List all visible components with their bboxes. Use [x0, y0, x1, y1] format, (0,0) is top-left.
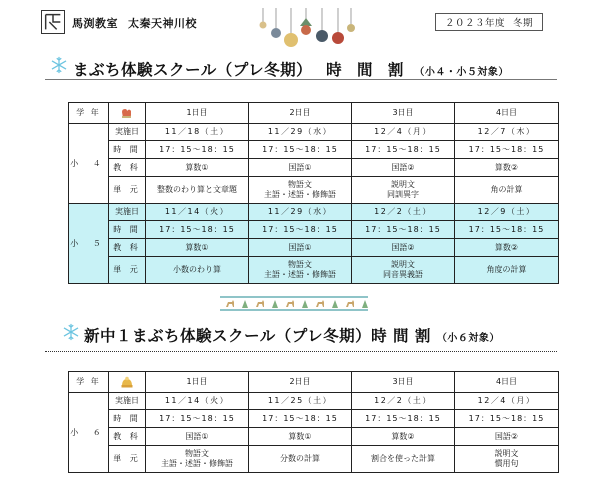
time-cell: 17：15～18：15	[249, 221, 352, 239]
unit-line: 主語・述語・修飾語	[264, 190, 336, 199]
unit-cell	[352, 257, 455, 284]
unit-line: 主語・述語・修飾語	[264, 270, 336, 279]
date-cell: 12／2（土）	[352, 204, 455, 221]
time-cell: 17：15～18：15	[352, 141, 455, 159]
subject-cell: 算数②	[352, 428, 455, 446]
section2-subtitle: （小６対象）	[436, 333, 500, 344]
row-label-time: 時 間	[109, 221, 146, 239]
school-name	[72, 15, 197, 31]
date-cell: 11／14（火）	[146, 204, 249, 221]
section1-title	[73, 58, 509, 80]
row-label-time: 時 間	[109, 410, 146, 428]
unit-line: 割合を使った計算	[371, 454, 435, 463]
time-cell: 17：15～18：15	[455, 410, 559, 428]
row-label-date: 実施日	[109, 124, 146, 141]
unit-line: 同訓異字	[387, 190, 419, 199]
row-label-subject: 教 科	[109, 239, 146, 257]
time-cell: 17：15～18：15	[146, 221, 249, 239]
date-cell: 11／18（土）	[146, 124, 249, 141]
reindeer-border-icon	[220, 296, 368, 311]
row-label-unit: 単 元	[109, 177, 146, 204]
subject-cell: 国語②	[352, 239, 455, 257]
header-day4: 4日目	[455, 103, 559, 124]
section2-title	[84, 324, 500, 346]
table-row	[69, 410, 559, 428]
table-header-row	[69, 103, 559, 124]
unit-cell	[146, 177, 249, 204]
row-label-time: 時 間	[109, 141, 146, 159]
header-day1: 1日目	[146, 103, 249, 124]
table-row	[69, 124, 559, 141]
grade-cell: 小 ５	[69, 204, 109, 284]
mabuchi-logo-icon	[41, 10, 65, 34]
unit-line: 物語文	[185, 449, 209, 458]
unit-cell	[249, 257, 352, 284]
time-cell: 17：15～18：15	[249, 141, 352, 159]
header-day2: 2日目	[249, 103, 352, 124]
subject-cell: 算数②	[455, 159, 559, 177]
season-label: 冬期	[513, 18, 534, 29]
unit-line: 角の計算	[490, 185, 523, 194]
table-row	[69, 141, 559, 159]
row-label-subject: 教 科	[109, 159, 146, 177]
header-day3: 3日目	[352, 372, 455, 393]
unit-line: 整数のわり算と文章題	[157, 185, 237, 194]
header-day2: 2日目	[249, 372, 352, 393]
table-row	[69, 221, 559, 239]
row-label-date: 実施日	[109, 204, 146, 221]
table-header-row	[69, 372, 559, 393]
unit-cell	[249, 446, 352, 473]
unit-line: 小数のわり算	[173, 265, 221, 274]
unit-line: 説明文	[494, 449, 519, 458]
date-cell: 11／29（水）	[249, 204, 352, 221]
table-row	[69, 428, 559, 446]
row-label-date: 実施日	[109, 393, 146, 410]
table-row	[69, 393, 559, 410]
subject-cell: 国語①	[249, 239, 352, 257]
date-cell: 12／4（月）	[455, 393, 559, 410]
table-row	[69, 239, 559, 257]
table-row	[69, 257, 559, 284]
unit-line: 説明文	[391, 260, 415, 269]
grade-cell: 小 ４	[69, 124, 109, 204]
unit-cell	[455, 446, 559, 473]
unit-cell	[146, 257, 249, 284]
subject-cell: 国語①	[249, 159, 352, 177]
unit-line: 同音異義語	[383, 270, 423, 279]
time-cell: 17：15～18：15	[146, 141, 249, 159]
date-cell: 12／9（土）	[455, 204, 559, 221]
mitten-icon	[109, 103, 146, 124]
table-row	[69, 159, 559, 177]
school-year: ２０２３年度	[444, 18, 505, 29]
table-row	[69, 446, 559, 473]
row-label-unit: 単 元	[109, 446, 146, 473]
year-season-box	[435, 13, 543, 31]
date-cell: 12／7（木）	[455, 124, 559, 141]
header-grade: 学 年	[69, 372, 109, 393]
time-cell: 17：15～18：15	[455, 141, 559, 159]
time-cell: 17：15～18：15	[146, 410, 249, 428]
subject-cell: 算数②	[455, 239, 559, 257]
subject-cell: 国語①	[146, 428, 249, 446]
unit-line: 物語文	[288, 260, 312, 269]
time-cell: 17：15～18：15	[352, 410, 455, 428]
section2-dotted-rule	[45, 351, 557, 352]
section1-rule	[45, 79, 557, 80]
date-cell: 11／14（火）	[146, 393, 249, 410]
knit-hat-icon	[109, 372, 146, 393]
unit-line: 角度の計算	[486, 265, 527, 274]
unit-line: 慣用句	[494, 459, 519, 468]
unit-line: 説明文	[391, 180, 415, 189]
section1-main-title: まぶち体験スクール（プレ冬期）	[73, 61, 313, 79]
snowflake-icon	[50, 56, 68, 74]
timetable-grade4-5	[68, 102, 559, 284]
section1-jikanwari: 時 間 割	[326, 61, 409, 79]
unit-cell	[455, 177, 559, 204]
row-label-unit: 単 元	[109, 257, 146, 284]
unit-line: 主語・述語・修飾語	[161, 459, 233, 468]
date-cell: 11／25（土）	[249, 393, 352, 410]
unit-cell	[352, 446, 455, 473]
table-row	[69, 177, 559, 204]
unit-line: 物語文	[288, 180, 312, 189]
section1-subtitle: （小４・小５対象）	[414, 67, 509, 78]
header-day3: 3日目	[352, 103, 455, 124]
school-branch: 太秦天神川校	[128, 17, 197, 30]
row-label-subject: 教 科	[109, 428, 146, 446]
subject-cell: 算数①	[146, 239, 249, 257]
unit-line: 分数の計算	[280, 454, 320, 463]
subject-cell: 算数①	[249, 428, 352, 446]
subject-cell: 国語②	[455, 428, 559, 446]
time-cell: 17：15～18：15	[249, 410, 352, 428]
school-brand: 馬渕教室	[72, 17, 118, 30]
date-cell: 11／29（水）	[249, 124, 352, 141]
date-cell: 12／2（土）	[352, 393, 455, 410]
section2-main-title: 新中１まぶち体験スクール（プレ冬期）時 間 割	[84, 327, 431, 345]
header-grade: 学 年	[69, 103, 109, 124]
christmas-ornaments-icon	[258, 8, 358, 50]
unit-cell	[146, 446, 249, 473]
time-cell: 17：15～18：15	[352, 221, 455, 239]
header-day4: 4日目	[455, 372, 559, 393]
unit-cell	[352, 177, 455, 204]
unit-cell	[455, 257, 559, 284]
table-row	[69, 204, 559, 221]
time-cell: 17：15～18：15	[455, 221, 559, 239]
subject-cell: 算数①	[146, 159, 249, 177]
grade-cell: 小 ６	[69, 393, 109, 473]
header-day1: 1日目	[146, 372, 249, 393]
date-cell: 12／4（月）	[352, 124, 455, 141]
unit-cell	[249, 177, 352, 204]
snowflake-icon	[62, 323, 80, 341]
subject-cell: 国語②	[352, 159, 455, 177]
timetable-grade6	[68, 371, 559, 473]
